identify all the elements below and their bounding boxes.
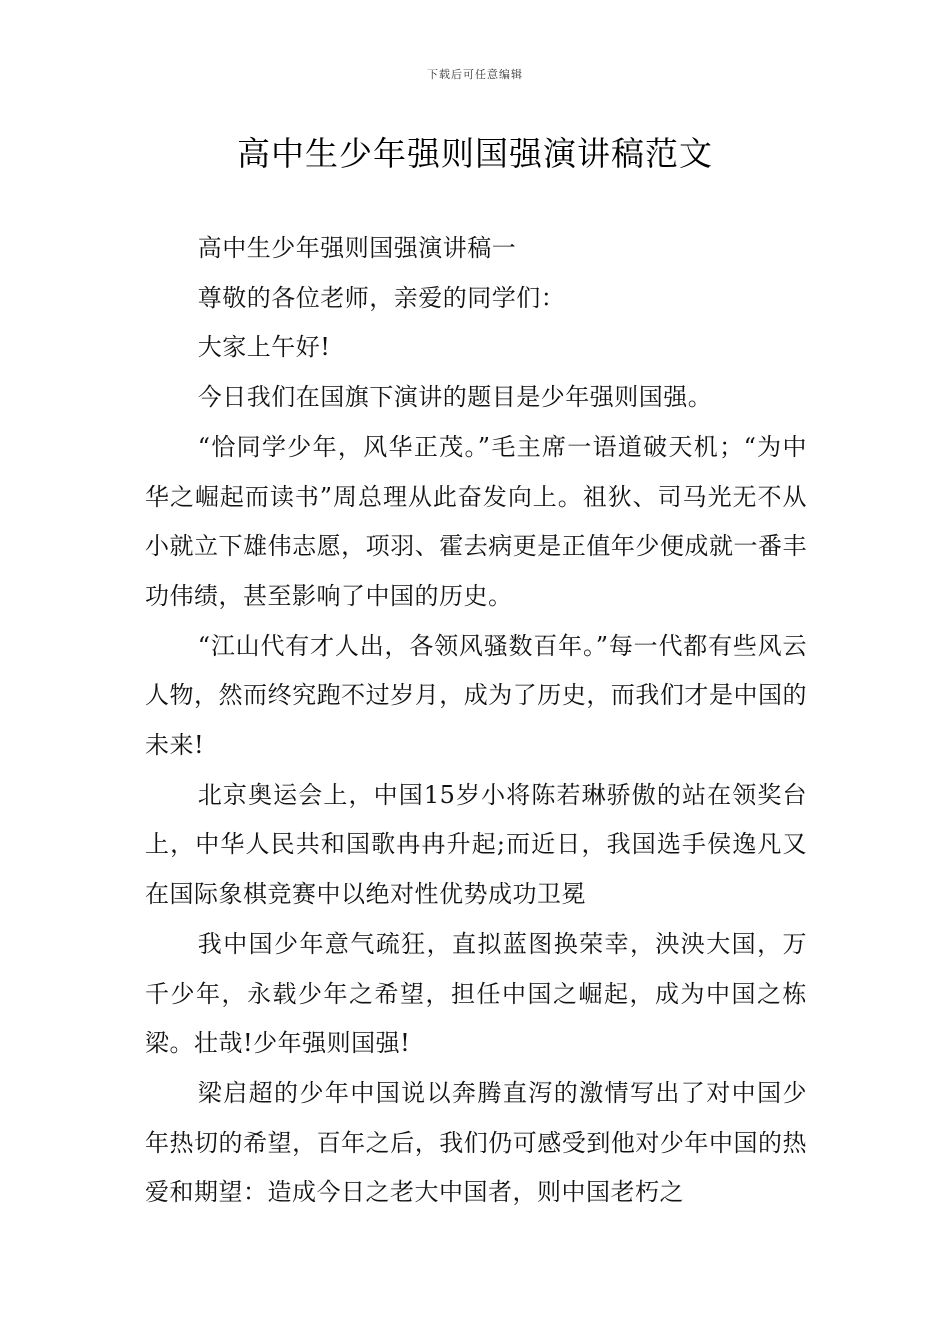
document-title: 高中生少年强则国强演讲稿范文 (237, 134, 713, 173)
paragraph: “江山代有才人出，各领风骚数百年。”每一代都有些风云人物，然而终究跑不过岁月，成为了历史，而我们才是中国的未来! (145, 631, 807, 760)
paragraph: 尊敬的各位老师，亲爱的同学们： (197, 283, 566, 312)
paragraph: 大家上午好! (197, 333, 331, 362)
paragraph: 今日我们在国旗下演讲的题目是少年强则国强。 (197, 383, 713, 412)
paragraph: 北京奥运会上，中国15岁小将陈若琳骄傲的站在领奖台上，中华人民共和国歌冉冉升起;而近日，我国选手侯逸凡又在国际象棋竞赛中以绝对性优势成功卫冕 (145, 780, 807, 909)
paragraph: 梁启超的少年中国说以奔腾直泻的激情写出了对中国少年热切的希望，百年之后，我们仍可感受到他对少年中国的热爱和期望：造成今日之老大中国者，则中国老朽之 (145, 1078, 807, 1207)
paragraph: 高中生少年强则国强演讲稿一 (197, 234, 517, 262)
document-body (145, 224, 807, 1218)
paragraph: “恰同学少年，风华正茂。”毛主席一语道破天机；“为中华之崛起而读书”周总理从此奋发向上。祖狄、司马光无不从小就立下雄伟志愿，项羽、霍去病更是正值年少便成就一番丰功伟绩，甚至影响了中国的历史。 (145, 432, 807, 610)
paragraph: 我中国少年意气疏狂，直拟蓝图换荣幸，泱泱大国，万千少年，永载少年之希望，担任中国之崛起，成为中国之栋梁。壮哉!少年强则国强! (145, 929, 807, 1058)
header-note: 下载后可任意编辑 (427, 68, 523, 81)
